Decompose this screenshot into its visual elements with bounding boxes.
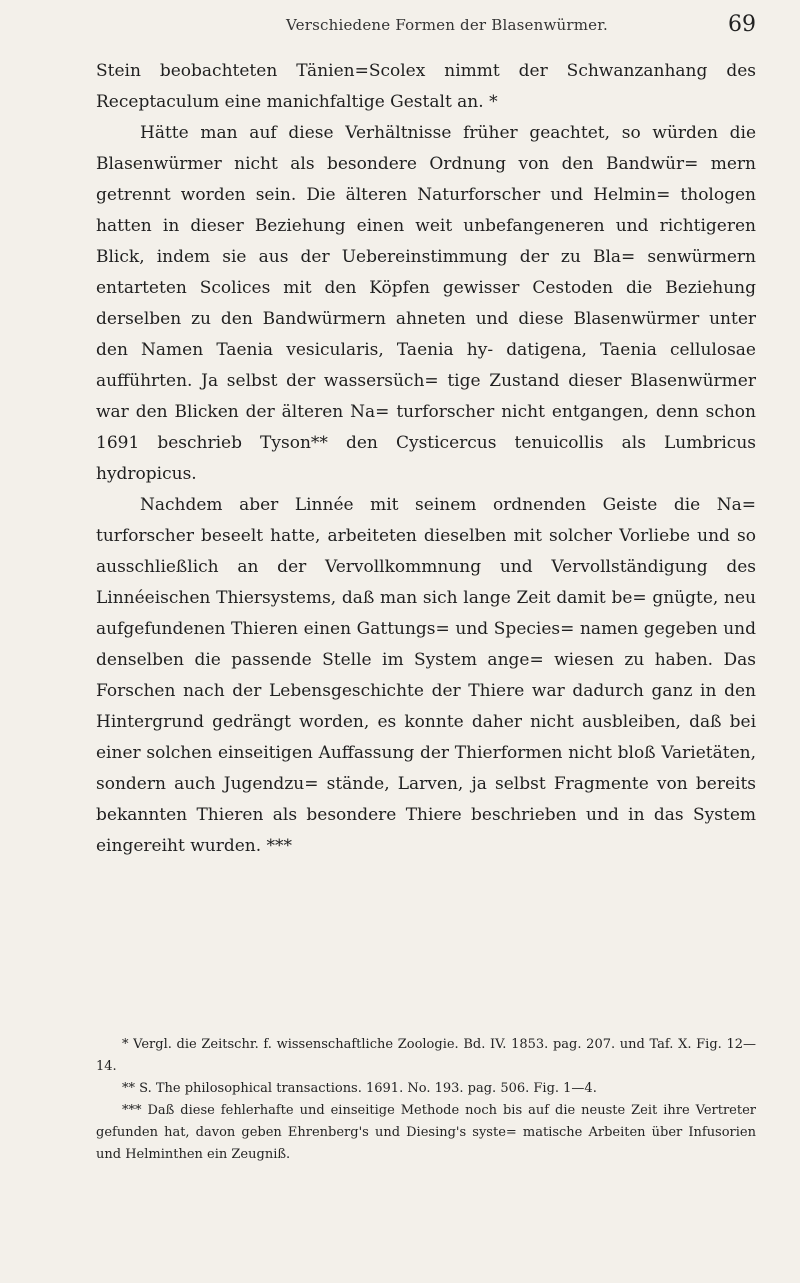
footnote: *** Daß diese fehlerhafte und einseitige Methode noch bis auf die neuste Zeit ihre Vertreter gefunden hat, davon geben Ehrenberg's und Diesing's syste= matische Arbeiten über Infusorien und Helminthen ein Zeugniß. [96, 1103, 756, 1162]
page-number: 69 [728, 12, 756, 37]
paragraph: Nachdem aber Linnée mit seinem ordnenden Geiste die Na= turforscher beseelt hatte, arbeiteten dieselben mit solcher Vorliebe und so ausschließlich an der Vervollkommnung und Vervollständigung des Linnéeischen Thiersystems, daß man sich lange Zeit damit be= gnügte, neu aufgefundenen Thieren einen Gattungs= und Species= namen gegeben und denselben die passende Stelle im System ange= wiesen zu haben. Das Forschen nach der Lebensgeschichte der Thiere war dadurch ganz in den Hintergrund gedrängt worden, es konnte daher nicht ausbleiben, daß bei einer solchen einseitigen Auffassung der Thierformen nicht bloß Varietäten, sondern auch Jugendzu= stände, Larven, ja selbst Fragmente von bereits bekannten Thieren als besondere Thiere beschrieben und in das System eingereiht wurden. *** [96, 495, 756, 856]
footnote: * Vergl. die Zeitschr. f. wissenschaftliche Zoologie. Bd. IV. 1853. pag. 207. und Taf. X. Fig. 12—14. [96, 1037, 756, 1074]
page-header [96, 12, 756, 48]
footnote: ** S. The philosophical transactions. 1691. No. 193. pag. 506. Fig. 1—4. [122, 1081, 597, 1096]
paragraph: Stein beobachteten Tänien=Scolex nimmt der Schwanzanhang des Receptaculum eine manichfaltige Gestalt an. * [96, 61, 756, 112]
footnotes [96, 1034, 756, 1166]
main-text [96, 56, 756, 862]
paragraph: Hätte man auf diese Verhältnisse früher geachtet, so würden die Blasenwürmer nicht als besondere Ordnung von den Bandwür= mern getrennt worden sein. Die älteren Naturforscher und Helmin= thologen hatten in dieser Beziehung einen weit unbefangeneren und richtigeren Blick, indem sie aus der Uebereinstimmung der zu Bla= senwürmern entarteten Scolices mit den Köpfen gewisser Cestoden die Beziehung derselben zu den Bandwürmern ahneten und diese Blasenwürmer unter den Namen Taenia vesicularis, Taenia hy- datigena, Taenia cellulosae aufführten. Ja selbst der wassersüch= tige Zustand dieser Blasenwürmer war den Blicken der älteren Na= turforscher nicht entgangen, denn schon 1691 beschrieb Tyson** den Cysticercus tenuicollis als Lumbricus hydropicus. [96, 123, 756, 484]
running-title: Verschiedene Formen der Blasenwürmer. [286, 16, 608, 34]
